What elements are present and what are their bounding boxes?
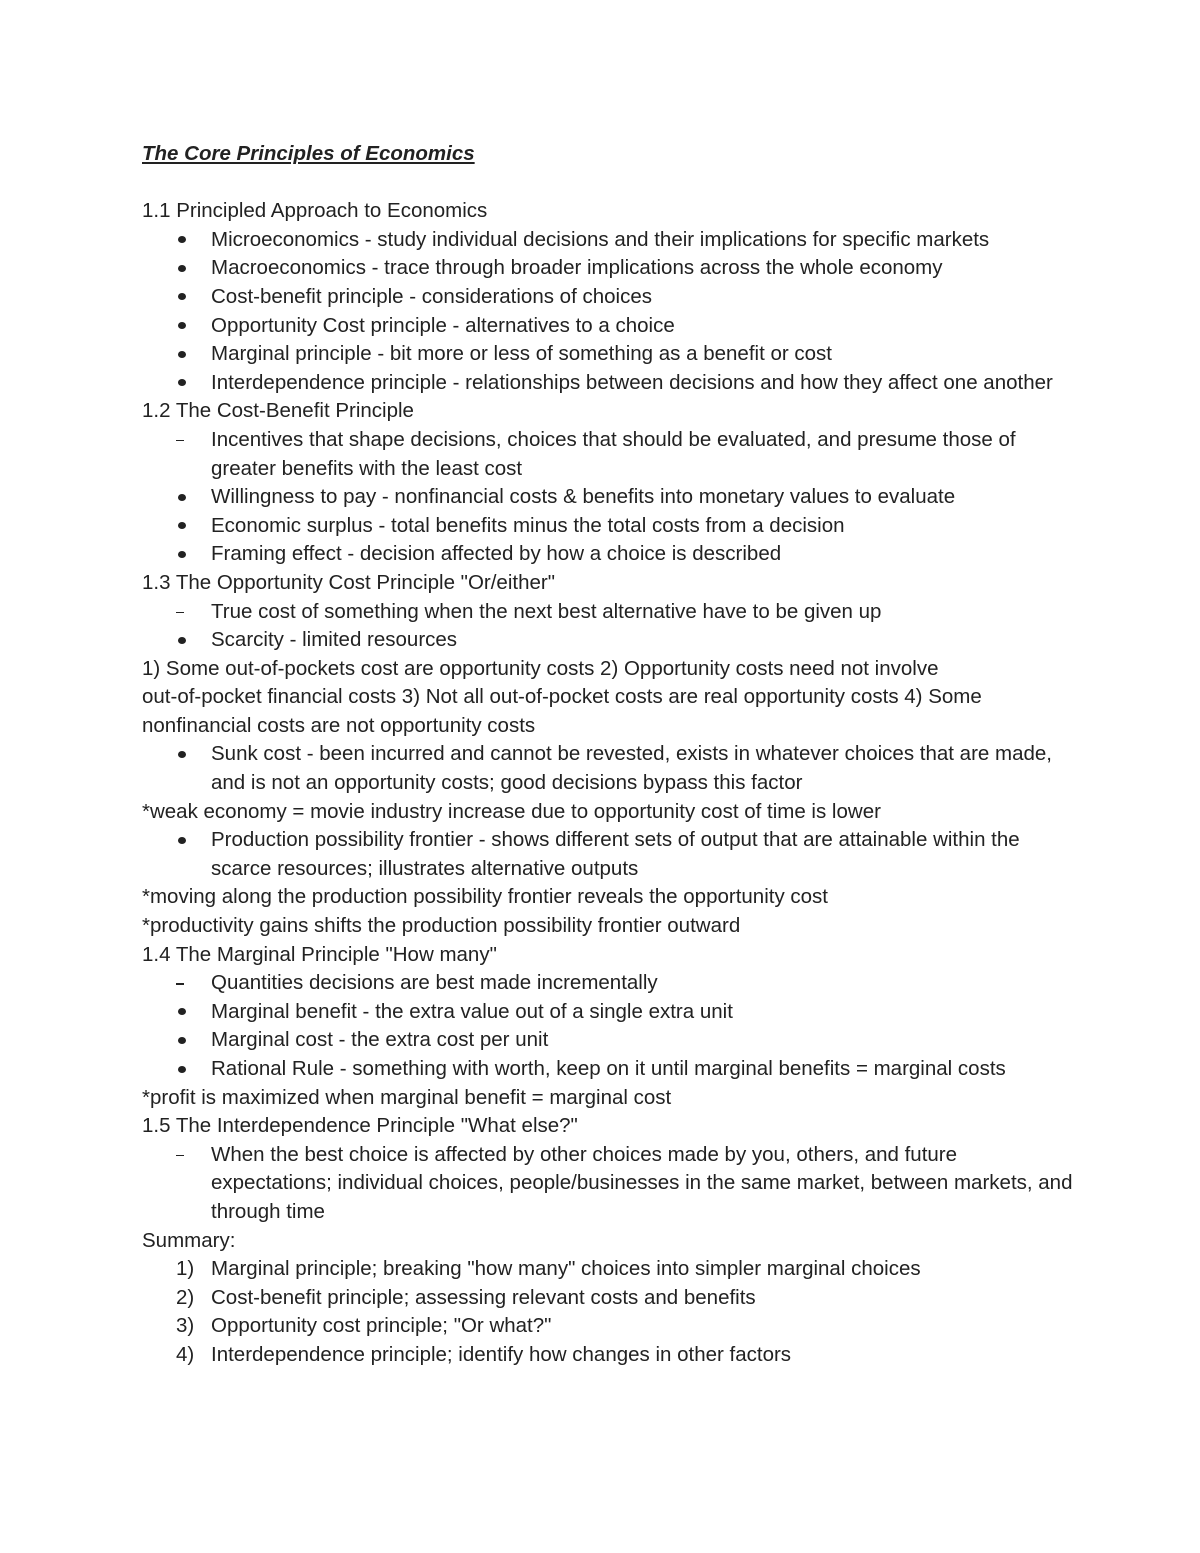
bullet-item: Sunk cost - been incurred and cannot be revested, exists in whatever choices that are made, and is not an opportunity costs; good decisions bypass this factor — [142, 740, 1082, 797]
bullet-icon — [176, 512, 196, 541]
bullet-icon — [176, 1026, 196, 1055]
summary-item: 1) Marginal principle; breaking "how many" choices into simpler marginal choices — [142, 1255, 1082, 1284]
bullet-icon — [176, 226, 196, 255]
dash-item: Quantities decisions are best made incrementally — [142, 969, 1082, 998]
document-title: The Core Principles of Economics — [142, 142, 475, 165]
bullet-item: Interdependence principle - relationships between decisions and how they affect one another — [142, 369, 1082, 398]
dash-item: True cost of something when the next best alternative have to be given up — [142, 598, 1082, 627]
bullet-item: Cost-benefit principle - considerations of choices — [142, 283, 1082, 312]
bullet-icon — [176, 626, 196, 655]
bullet-item: Framing effect - decision affected by how a choice is described — [142, 540, 1082, 569]
summary-label: Summary: — [142, 1228, 236, 1252]
dash-icon — [176, 598, 196, 627]
dash-item: When the best choice is affected by other choices made by you, others, and future expectations; individual choices, people/businesses in the same market, between markets, and through time — [142, 1141, 1082, 1227]
section-heading: 1.3 The Opportunity Cost Principle "Or/either" — [142, 570, 555, 594]
dash-icon — [176, 1141, 196, 1170]
summary-item: 2) Cost-benefit principle; assessing relevant costs and benefits — [142, 1284, 1082, 1313]
bullet-icon — [176, 369, 196, 398]
paragraph-line: nonfinancial costs are not opportunity costs — [142, 713, 536, 737]
spacer — [142, 169, 1082, 198]
bullet-item: Marginal principle - bit more or less of something as a benefit or cost — [142, 340, 1082, 369]
dash-icon — [176, 969, 196, 998]
bullet-item: Production possibility frontier - shows different sets of output that are attainable within the scarce resources; illustrates alternative outputs — [142, 826, 1082, 883]
section-heading: 1.2 The Cost-Benefit Principle — [142, 399, 414, 423]
bullet-icon — [176, 826, 196, 855]
paragraph-line: 1) Some out-of-pockets cost are opportunity costs 2) Opportunity costs need not involve — [142, 656, 939, 680]
bullet-icon — [176, 1055, 196, 1084]
list-number: 2) — [176, 1285, 195, 1309]
summary-item: 3) Opportunity cost principle; "Or what?" — [142, 1312, 1082, 1341]
bullet-item: Macroeconomics - trace through broader implications across the whole economy — [142, 254, 1082, 283]
bullet-item: Opportunity Cost principle - alternatives to a choice — [142, 312, 1082, 341]
bullet-item: Microeconomics - study individual decisions and their implications for specific markets — [142, 226, 1082, 255]
bullet-item: Rational Rule - something with worth, keep on it until marginal benefits = marginal costs — [142, 1055, 1082, 1084]
bullet-item: Scarcity - limited resources — [142, 626, 1082, 655]
list-number: 1) — [176, 1257, 195, 1281]
note-line: *weak economy = movie industry increase due to opportunity cost of time is lower — [142, 799, 881, 823]
section-heading: 1.5 The Interdependence Principle "What else?" — [142, 1114, 578, 1138]
paragraph-line: out-of-pocket financial costs 3) Not all out-of-pocket costs are real opportunity costs 4) Some — [142, 685, 982, 709]
bullet-item: Economic surplus - total benefits minus the total costs from a decision — [142, 512, 1082, 541]
bullet-icon — [176, 540, 196, 569]
bullet-icon — [176, 312, 196, 341]
bullet-item: Marginal cost - the extra cost per unit — [142, 1026, 1082, 1055]
bullet-icon — [176, 254, 196, 283]
bullet-icon — [176, 740, 196, 769]
summary-item: 4) Interdependence principle; identify how changes in other factors — [142, 1341, 1082, 1370]
note-line: *productivity gains shifts the production possibility frontier outward — [142, 914, 741, 938]
bullet-icon — [176, 283, 196, 312]
section-heading: 1.1 Principled Approach to Economics — [142, 199, 488, 223]
section-heading: 1.4 The Marginal Principle "How many" — [142, 942, 497, 966]
document-page — [142, 140, 1082, 1370]
bullet-icon — [176, 483, 196, 512]
dash-icon — [176, 426, 196, 455]
list-number: 3) — [176, 1314, 195, 1338]
bullet-icon — [176, 340, 196, 369]
list-number: 4) — [176, 1342, 195, 1366]
bullet-item: Marginal benefit - the extra value out of a single extra unit — [142, 998, 1082, 1027]
bullet-item: Willingness to pay - nonfinancial costs & benefits into monetary values to evaluate — [142, 483, 1082, 512]
note-line: *moving along the production possibility frontier reveals the opportunity cost — [142, 885, 828, 909]
note-line: *profit is maximized when marginal benefit = marginal cost — [142, 1085, 672, 1109]
dash-item: Incentives that shape decisions, choices that should be evaluated, and presume those of greater benefits with the least cost — [142, 426, 1082, 483]
bullet-icon — [176, 998, 196, 1027]
